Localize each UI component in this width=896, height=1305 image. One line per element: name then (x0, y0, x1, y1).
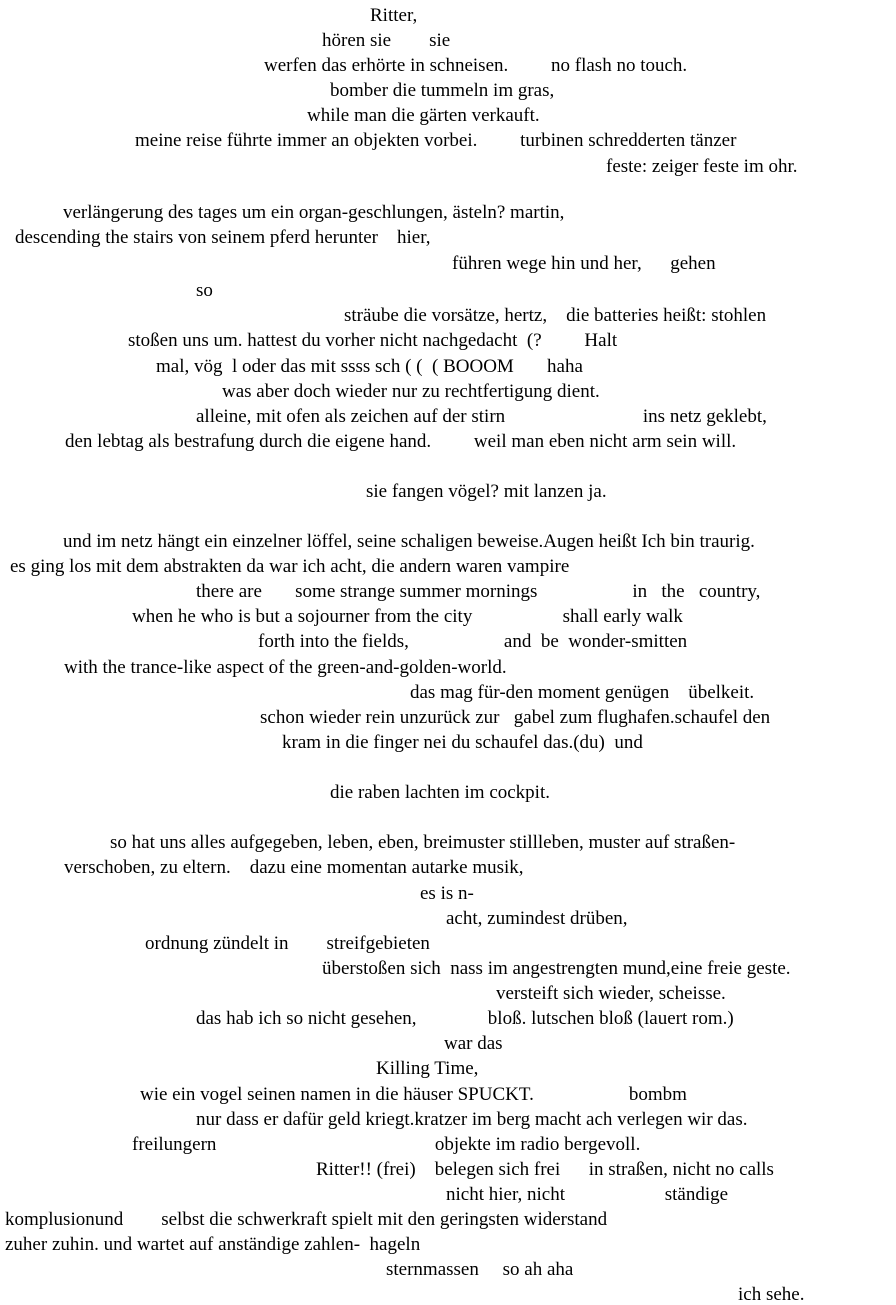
poem-line: war das (444, 1033, 503, 1054)
poem-line: while man die gärten verkauft. (307, 105, 540, 126)
poem-line: freilungern objekte im radio bergevoll. (132, 1134, 641, 1155)
poem-line: ordnung zündelt in streifgebieten (145, 933, 430, 954)
poem-line: werfen das erhörte in schneisen. no flash no touch. (264, 55, 688, 76)
poem-line: so hat uns alles aufgegeben, leben, eben, breimuster stillleben, muster auf straßen- (110, 832, 736, 853)
poem-line: when he who is but a sojourner from the city shall early walk (132, 606, 683, 627)
poem-line: kram in die finger nei du schaufel das.(du) und (282, 732, 643, 753)
poem-line: komplusionund selbst die schwerkraft spielt mit den geringsten widerstand (5, 1209, 608, 1230)
poem-line: den lebtag als bestrafung durch die eigene hand. weil man eben nicht arm sein will. (65, 431, 737, 452)
poem-line: das mag für-den moment genügen übelkeit. (410, 682, 755, 703)
poem-line: führen wege hin und her, gehen (452, 253, 716, 274)
poem-line: sträube die vorsätze, hertz, die batteries heißt: stohlen (344, 305, 767, 326)
poem-line: so (196, 280, 213, 301)
poem-line: there are some strange summer mornings in the country, (196, 581, 761, 602)
poem-line: überstoßen sich nass im angestrengten mund,eine freie geste. (322, 958, 791, 979)
poem-line: sternmassen so ah aha (386, 1259, 574, 1280)
poem-line: mal, vög l oder das mit ssss sch ( ( ( BOOOM haha (156, 356, 583, 377)
poem-line: es is n- (420, 883, 474, 904)
poem-line: Ritter!! (frei) belegen sich frei in straßen, nicht no calls (316, 1159, 774, 1180)
poem-line: verschoben, zu eltern. dazu eine momentan autarke musik, (64, 857, 524, 878)
poem-line: feste: zeiger feste im ohr. (606, 156, 798, 177)
poem-line: Killing Time, (376, 1058, 479, 1079)
poem-line: wie ein vogel seinen namen in die häuser SPUCKT. bombm (140, 1084, 687, 1105)
poem-line: und im netz hängt ein einzelner löffel, seine schaligen beweise.Augen heißt Ich bin traurig. (63, 531, 755, 552)
poem-line: nur dass er dafür geld kriegt.kratzer im berg macht ach verlegen wir das. (196, 1109, 748, 1130)
poem-line: zuher zuhin. und wartet auf anständige zahlen- hageln (5, 1234, 421, 1255)
poem-line: acht, zumindest drüben, (446, 908, 628, 929)
poem-line: bomber die tummeln im gras, (330, 80, 555, 101)
poem-line: schon wieder rein unzurück zur gabel zum flughafen.schaufel den (260, 707, 771, 728)
poem-line: hören sie sie (322, 30, 451, 51)
poem-line: was aber doch wieder nur zu rechtfertigung dient. (222, 381, 600, 402)
poem-line: forth into the fields, and be wonder-smitten (258, 631, 688, 652)
poem-line: with the trance-like aspect of the green-and-golden-world. (64, 657, 507, 678)
poem-line: Ritter, (370, 5, 418, 26)
poem-line: versteift sich wieder, scheisse. (496, 983, 726, 1004)
poem-line: es ging los mit dem abstrakten da war ich acht, die andern waren vampire (10, 556, 570, 577)
poem-line: sie fangen vögel? mit lanzen ja. (366, 481, 607, 502)
poem-line: alleine, mit ofen als zeichen auf der stirn ins netz geklebt, (196, 406, 767, 427)
poem-line: stoßen uns um. hattest du vorher nicht nachgedacht (? Halt (128, 330, 618, 351)
poem-line: die raben lachten im cockpit. (330, 782, 550, 803)
poem-line: verlängerung des tages um ein organ-geschlungen, ästeln? martin, (63, 202, 565, 223)
poem-line: descending the stairs von seinem pferd herunter hier, (15, 227, 431, 248)
poem-line: nicht hier, nicht ständige (446, 1184, 729, 1205)
poem-line: ich sehe. (738, 1284, 805, 1305)
poem-line: meine reise führte immer an objekten vorbei. turbinen schredderten tänzer (135, 130, 737, 151)
poem-line: das hab ich so nicht gesehen, bloß. lutschen bloß (lauert rom.) (196, 1008, 734, 1029)
